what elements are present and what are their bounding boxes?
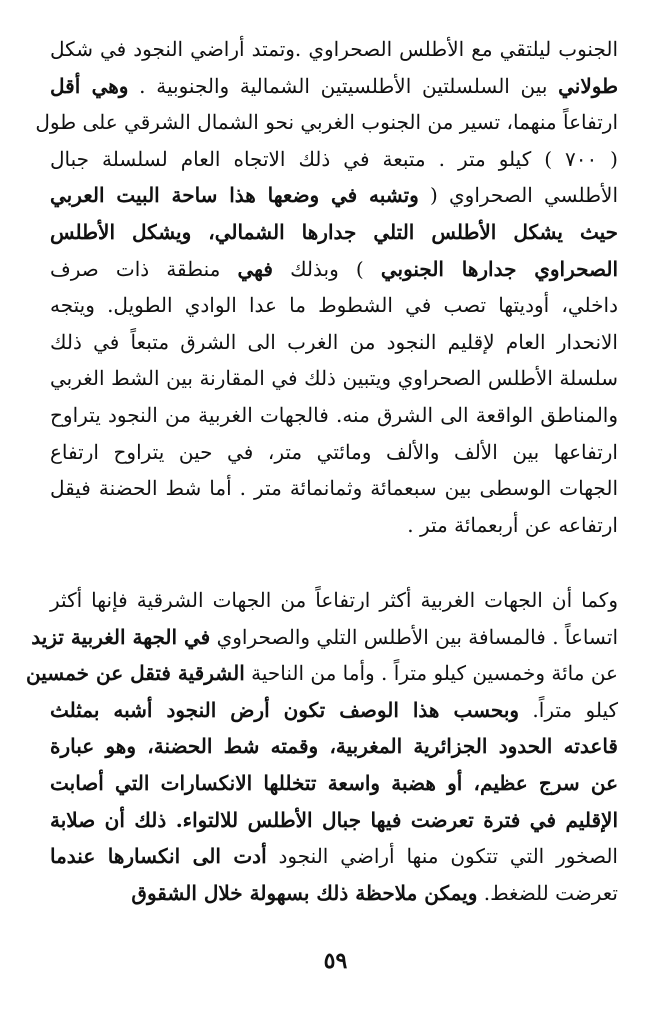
text-line [50,141,618,178]
text-segment: الأطلسي الصحراوي ( [418,183,619,208]
bold-text-segment: الإقليم في فترة تعرضت فيها جبال الأطلس للالتواء. ذلك أن صلابة [50,807,618,832]
text-segment: ارتفاعه عن أربعمائة متر . [407,512,618,537]
text-line [25,655,618,692]
bold-text-segment: فهي [237,256,273,281]
text-segment: ( ٧٠٠ ) كيلو متر . متبعة في ذلك الاتجاه العام لسلسلة جبال [50,146,618,171]
text-line [31,619,618,656]
text-segment: الانحدار العام لإقليم النجود من الغرب الى الشرق متبعاً في ذلك [50,329,618,354]
text-line [50,434,618,471]
text-segment: ) وبذلك [272,256,381,281]
text-line [50,728,618,765]
text-segment: الصخور التي تتكون منها أراضي النجود [266,844,618,869]
text-segment: عن مائة وخمسين كيلو متراً . وأما من الناحية [244,661,618,686]
text-segment: الجهات الوسطى بين سبعمائة وثمانمائة متر . أما شط الحضنة فيقل [50,476,618,501]
text-line [50,582,618,619]
text-line [50,360,618,397]
text-line [50,838,618,875]
text-line [50,470,618,507]
text-segment: الجنوب ليلتقي مع الأطلس الصحراوي .وتمتد أراضي النجود في شكل [50,37,618,61]
text-segment: بين السلسلتين الأطلسيتين الشمالية والجنوبية . [128,73,559,98]
text-line [50,765,618,802]
text-segment: سلسلة الأطلس الصحراوي ويتبين ذلك في المقارنة بين الشط الغربي [50,366,618,391]
bold-text-segment: ويمكن ملاحظة ذلك بسهولة خلال الشقوق [131,880,478,905]
text-line [50,31,618,68]
paragraph-2 [25,582,619,911]
text-segment: ارتفاعها بين الألف والألف ومائتي متر، في حين يتراوح ارتفاع [50,439,618,464]
text-line [50,692,618,729]
text-segment: ارتفاعاً منهما، تسير من الجنوب الغربي نحو الشمال الشرقي على طول [35,110,618,135]
bold-text-segment: طولاني [558,73,619,98]
text-segment: وكما أن الجهات الغربية أكثر ارتفاعاً من الجهات الشرقية فإنها أكثر [50,588,618,612]
text-line [50,214,618,251]
bold-text-segment: وبحسب هذا الوصف تكون أرض النجود أشبه بمثلث [50,697,520,722]
bold-text-segment: أدت الى انكسارها عندما [50,844,267,869]
bold-text-segment: عن سرج عظيم، أو هضبة واسعة تتخللها الانكسارات التي أصابت [50,770,619,795]
text-line [50,287,618,324]
text-line [50,68,618,105]
text-line [50,251,618,288]
page-number: ٥٩ [323,948,348,974]
text-line [50,507,618,544]
bold-text-segment: وهي أقل [50,73,129,98]
bold-text-segment: الصحراوي جدارها الجنوبي [380,256,619,281]
text-segment: كيلو متراً. [519,697,619,722]
paragraph-1 [35,31,619,543]
text-segment: داخلي، أوديتها تصب في الشطوط ما عدا الوادي الطويل. ويتجه [50,293,618,318]
text-segment: اتساعاً . فالمسافة بين الأطلس التلي والصحراوي [210,624,618,649]
bold-text-segment: في الجهة الغربية تزيد [31,624,211,649]
text-line [50,397,618,434]
bold-text-segment: وتشبه في وضعها هذا ساحة البيت العربي [50,183,419,208]
bold-text-segment: الشرقية فتقل عن خمسين [25,661,245,686]
text-segment: والمناطق الواقعة الى الشرق منه. فالجهات الغربية من النجود يتراوح [50,402,618,427]
text-line [50,324,618,361]
bold-text-segment: حيث يشكل الأطلس التلي جدارها الشمالي، ويشكل الأطلس [50,219,618,244]
text-line [35,104,618,141]
text-line [50,802,618,839]
text-segment: منطقة ذات صرف [50,256,238,281]
text-line [50,177,618,214]
text-line [50,875,618,912]
text-segment: تعرضت للضغط. [477,880,618,905]
bold-text-segment: قاعدته الحدود الجزائرية المغربية، وقمته شط الحضنة، وهو عبارة [50,734,618,759]
